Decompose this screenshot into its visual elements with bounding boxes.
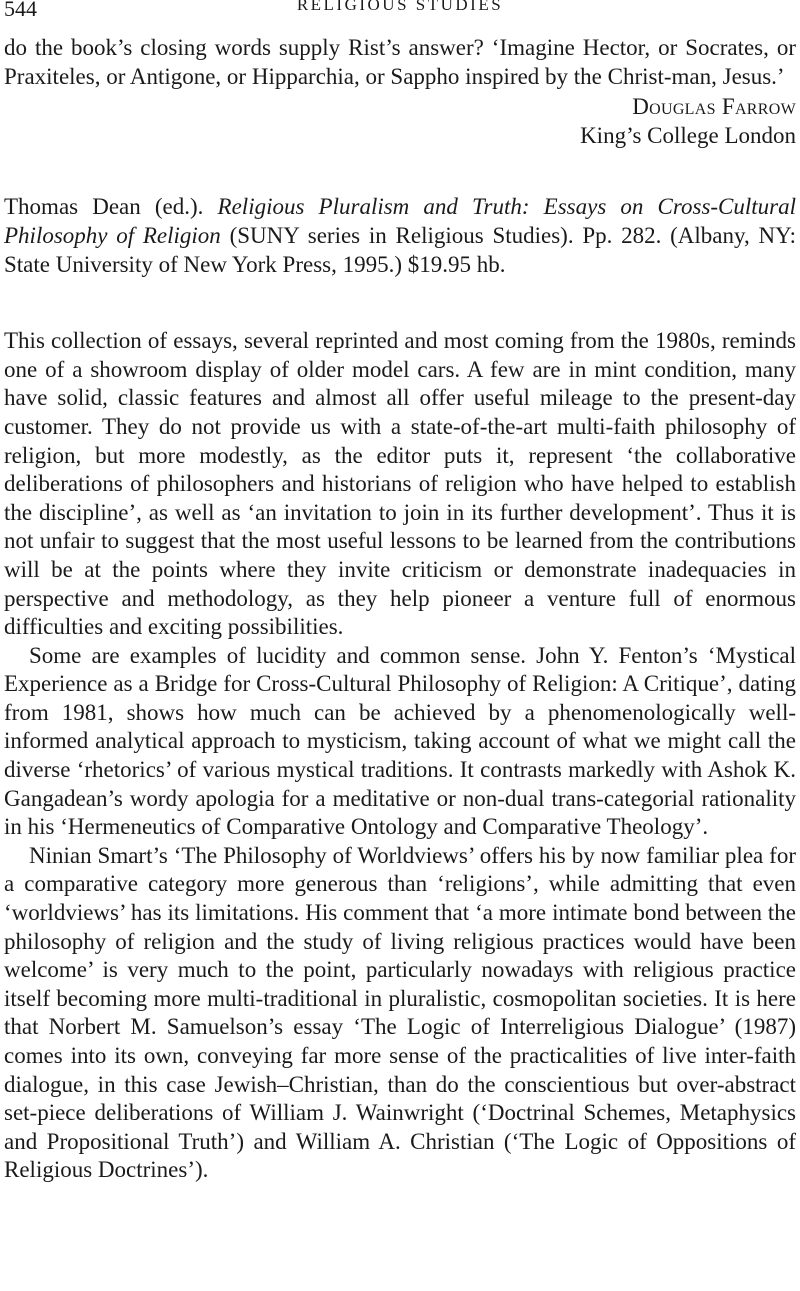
previous-review-closing-text: do the book’s closing words supply Rist’s answer? ‘Imagine Hector, or Socrates, or Praxiteles, or Antigone, or Hipparchia, or Sappho inspired by the Christ-man, Jesus.’ — [4, 35, 796, 89]
book-citation — [4, 193, 796, 279]
citation-details: (SUNY series in Religious Studies). Pp. 282. (Albany, NY: State University of New York Press, 1995.) $19.95 hb. — [4, 222, 796, 277]
review-paragraph-1: This collection of essays, several reprinted and most coming from the 1980s, reminds one of a showroom display of older model cars. A few are in mint condition, many have solid, classic features and almost all offer useful mileage to the present-day customer. They do not provide us with a state-of-the-art multi-faith philosophy of religion, but more modestly, as the editor puts it, represent ‘the collaborative deliberations of philosophers and historians of religion who have helped to establish the discipline’, as well as ‘an invitation to join in its further development’. Thus it is not unfair to suggest that the most useful lessons to be learned from the contributions will be at the points where they invite criticism or demonstrate inadequacies in perspective and methodology, as they help pioneer a venture full of enormous difficulties and exciting possibilities. — [4, 328, 796, 640]
reviewer-affiliation: King’s College London — [580, 122, 796, 148]
journal-page — [4, 0, 796, 1185]
page-header — [4, 0, 796, 26]
reviewer-signature — [4, 93, 796, 150]
running-head: RELIGIOUS STUDIES — [296, 0, 504, 14]
citation-title: Religious Pluralism and Truth: Essays on Cross-Cultural Philosophy of Religion — [4, 194, 797, 248]
page-number: 544 — [4, 0, 37, 21]
citation-author: Thomas Dean (ed.). — [4, 194, 204, 220]
reviewer-name: Douglas Farrow — [632, 94, 796, 120]
review-paragraph-3: Ninian Smart’s ‘The Philosophy of Worldviews’ offers his by now familiar plea for a comparative category more generous than ‘religions’, while admitting that even ‘worldviews’ has its limitations. His comment that ‘a more intimate bond between the philosophy of religion and the study of living religious practices would have been welcome’ is very much to the point, particularly nowadays with religious practice itself becoming more multi-traditional in pluralistic, cosmopolitan societies. It is here that Norbert M. Samuelson’s essay ‘The Logic of Interreligious Dialogue’ (1987) comes into its own, conveying far more sense of the practicalities of live inter-faith dialogue, in this case Jewish–Christian, than do the conscientious but over-abstract set-piece deliberations of William J. Wainwright (‘Doctrinal Schemes, Metaphysics and Propositional Truth’) and William A. Christian (‘The Logic of Oppositions of Religious Doctrines’). — [4, 842, 796, 1183]
review-paragraph-2: Some are examples of lucidity and common sense. John Y. Fenton’s ‘Mystical Experience as a Bridge for Cross-Cultural Philosophy of Religion: A Critique’, dating from 1981, shows how much can be achieved by a phenomenologically well-informed analytical approach to mysticism, taking account of what we might call the diverse ‘rhetorics’ of various mystical traditions. It contrasts markedly with Ashok K. Gangadean’s wordy apologia for a meditative or non-dual trans-categorial rationality in his ‘Hermeneutics of Comparative Ontology and Comparative Theology’. — [4, 642, 796, 840]
